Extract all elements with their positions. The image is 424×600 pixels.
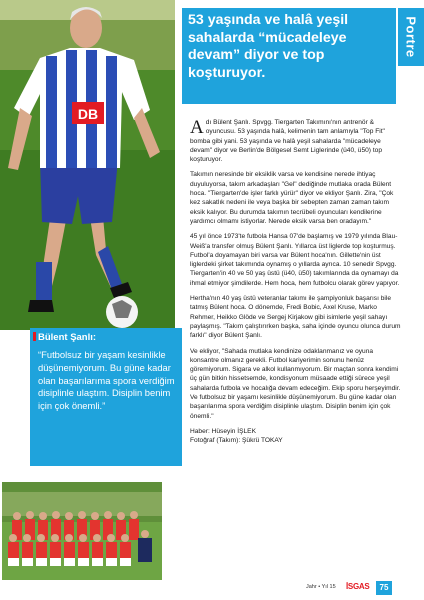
quote-text: “Futbolsuz bir yaşam kesinlikle düşünemiyorum. Bu güne kadar olan başarılarıma spora verdiğim disiplinle ulaştım. Disiplin benim için çok önemli.” <box>38 349 175 412</box>
photo-credit: Fotoğraf (Takım): Şükrü TOKAY <box>190 437 283 445</box>
intro-text: dı Bülent Şanlı. Spvgg. Tiergarten Takımını'nın antrenör & oyuncusu. 53 yaşında halâ, kelimenin tam anlamıyla "Top Fit" bomba gibi yani. 53 yaşında ve halâ yeşil sahalarda "mücadeleye devam" diyor ve Berlin'de Bölgesel Semt Liglerinde (ü40, ü50) top koşturuyor. <box>190 119 385 164</box>
quote-speaker: Bülent Şanlı: <box>33 332 173 343</box>
page-number: 75 <box>376 581 392 595</box>
team-photo <box>2 482 162 580</box>
intro-paragraph <box>190 118 402 164</box>
page-footer <box>306 581 424 595</box>
section-label: Portre <box>403 16 419 58</box>
body-paragraph-3: Hertha'nın 40 yaş üstü veteranlar takımı ile şampiyonluk başarısı bile tatmış Bülent hoca. O dönemde, Fredi Bobic, Axel Kruse, Marko Rehmer, Heikko Glöde ve Sergej Kirjakow gibi isimlerle yeşil sahayı paylaşmış. "Takım çalıştırırken başka, saha içinde oyuncu olunca durum farklı" diyor Bülent Şanlı. <box>190 295 401 340</box>
issue-label: Jahr • Yıl 15 <box>306 584 336 590</box>
body-paragraph-4: Ve ekliyor, "Sahada mutlaka kendinize odaklanmanız ve oyuna konsantre olmanız gerekli. Futbol kariyerimin sonunu henüz göremiyorum. Sigara ve alkol kullanmıyorum. Bir maçtan sonra kendimi üç gün bitkin hissetsemde, kondisyonum müsaade ettiği sürece yeşil sahalarda futbola ve hocalığa devam edeceğim. Ekip sporu herşeyimdir. Ve futbolsuz bir yaşamı kesinlikle düşünemiyorum. Bu güne kadar olan başarılarıma spora verdiğim disiplinle ulaştım. Disiplin benim için çok önemli." <box>190 347 401 420</box>
jersey-sponsor: DB <box>77 106 99 122</box>
article-body <box>190 118 402 446</box>
brand-logo: İSGAS <box>346 582 370 591</box>
credits <box>190 427 402 446</box>
body-paragraph-1: Takımın neresinde bir eksiklik varsa ve kendisine nerede ihtiyaç duyuluyorsa, takım arkadaşları "Gel" dediğinde mutlaka orada Bülent hoca. "Tiergarten'de işler farklı yürür" diyor ve ekliyor Şanlı. Zira, "Çok kez sakatlık nedeni ile veya başka bir sebepten zaman zaman takım eksik kalıyor. Bu durumda takımın tecrübeli oyuncuları kendilerine yardımcı olmamı istiyorlar. Nerede eksik varsa ben oradayım." <box>190 171 394 225</box>
dropcap: A <box>190 117 204 138</box>
hero-player-photo <box>0 0 175 330</box>
article-headline: 53 yaşında ve halâ yeşil sahalarda “mücadeleye devam” diyor ve top koşturuyor. <box>188 12 349 81</box>
section-tab <box>396 8 424 66</box>
body-paragraph-2: 45 yıl önce 1973'te futbola Hansa 07'de başlamış ve 1979 yılında Blau-Weiß'a transfer olmuş Bülent Şanlı. Yıllarca üst liglerde top koşturmuş. Futbol'a doyamayan biri varsa var Bülent hoca'nın. Gillette'nin üst liglerdeki şirket takımında oynamış o yıllarda ayrıca. 10 senedir Spvgg. Tiergarten'in 40 ve 50 yaş üstü (ü40, ü50) takımlarında da oynamayı da ihmal etmiyor şimdilerde. Hem hoca, hem futbolcu olarak görev yapıyor. <box>190 233 400 287</box>
reporter-credit: Haber: Hüseyin İŞLEK <box>190 427 256 435</box>
